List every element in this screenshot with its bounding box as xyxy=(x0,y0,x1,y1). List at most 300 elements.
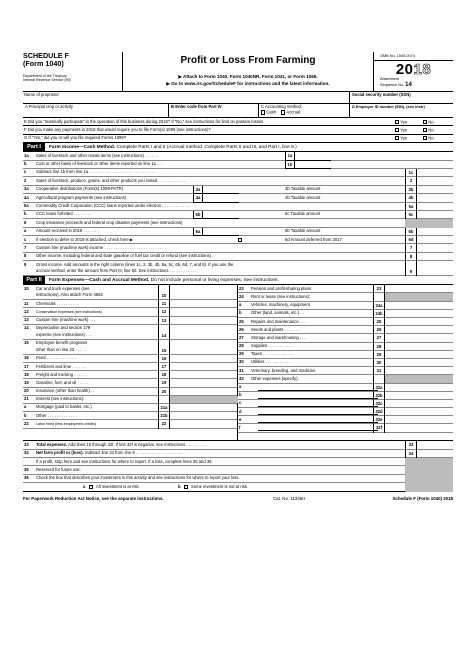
expense-line xyxy=(238,408,453,416)
expense-box-label: 25 xyxy=(373,318,385,326)
line-description: Amount received in 2018 . . . . . . . xyxy=(36,228,99,234)
line-description xyxy=(36,476,240,481)
defer-election-checkbox[interactable] xyxy=(238,238,242,242)
line-description: Gasoline, fuel, and oil . . . . . xyxy=(36,379,88,385)
expense-amount-field[interactable] xyxy=(385,343,453,350)
expense-amount-field[interactable] xyxy=(170,363,238,370)
shaded-amount xyxy=(405,466,453,474)
question-text: E Did you “materially participate” in the operation of this business during 2018? If “No,” see instructions for limit on passive losses xyxy=(24,118,264,124)
total-line xyxy=(23,450,453,458)
form-title-block xyxy=(123,52,373,92)
expense-box-label: 26 xyxy=(373,326,385,334)
expense-line xyxy=(23,340,237,355)
line-number: 30 xyxy=(239,359,244,365)
expense-line xyxy=(238,285,453,293)
department-line-2: Internal Revenue Service (99) xyxy=(23,78,71,83)
amount-field[interactable] xyxy=(417,261,453,276)
line-description-rest: Add lines 10 through 32f. If line 32f is negative, see instructions . . . . . . . . . xyxy=(67,441,207,447)
expense-amount-field[interactable] xyxy=(385,326,453,333)
expense-amount-field[interactable] xyxy=(385,408,453,415)
line-number: 12 xyxy=(24,308,29,314)
expense-amount-field[interactable] xyxy=(170,355,238,362)
not-at-risk-checkbox[interactable] xyxy=(184,485,188,489)
expense-line xyxy=(23,404,237,412)
form-id-block xyxy=(23,52,123,92)
amount-box-label: 3b xyxy=(405,186,417,194)
omb-block xyxy=(373,52,453,92)
line-description: If election to defer to 2019 is attached, check here ▶ xyxy=(36,236,134,242)
tax-year xyxy=(374,62,453,77)
expense-line xyxy=(238,392,453,400)
expense-box-label: 27 xyxy=(373,334,385,342)
question-row xyxy=(23,135,453,143)
question-row xyxy=(23,118,453,126)
expense-amount-field[interactable] xyxy=(385,359,453,366)
line-description: Mortgage (paid to banks, etc.) xyxy=(36,404,92,410)
line-number: a xyxy=(239,302,242,308)
line-number: 27 xyxy=(239,334,244,340)
sub-box-label: 5b xyxy=(193,211,203,219)
line-number: a xyxy=(24,404,27,410)
question-text: G If “Yes,” did you or will you file required Forms 1099? xyxy=(24,135,127,141)
line-36a-letter: a xyxy=(83,483,86,489)
yes-checkbox[interactable] xyxy=(395,120,399,124)
amount-box-label: 6d xyxy=(405,236,417,244)
paperwork-notice: For Paperwork Reduction Act Notice, see the separate instructions. xyxy=(23,495,164,501)
no-checkbox[interactable] xyxy=(423,120,427,124)
expense-line xyxy=(23,396,237,404)
totals-block xyxy=(23,441,453,483)
yes-option xyxy=(395,120,407,125)
line-description: Agricultural program payments (see instructions) . xyxy=(36,194,129,200)
line-number: 8 xyxy=(24,253,27,259)
part-2-header xyxy=(23,276,453,285)
expense-amount-field[interactable] xyxy=(170,317,238,324)
part-1-title-bold: Farm Income—Cash Method. xyxy=(49,145,116,151)
line-36-shade xyxy=(405,483,453,491)
sequence-value: 14 xyxy=(405,81,412,88)
line-number: a xyxy=(24,228,27,234)
tax-year-suffix: 18 xyxy=(413,61,432,79)
no-label: No xyxy=(428,135,434,141)
line-description-2: expense (see instructions) . . . xyxy=(36,331,92,337)
line-number: 16 xyxy=(24,355,29,361)
expense-amount-field[interactable] xyxy=(385,318,453,325)
expense-line xyxy=(23,371,237,379)
part-2-title-bold: Farm Expenses—Cash and Accrual Method. xyxy=(49,278,150,284)
line-description-rest: Subtract line 33 from line 9 . . . . . . . . . . . . . . . . . . . . . xyxy=(83,450,184,456)
line-number: d xyxy=(239,408,242,414)
expense-box-label: 24a xyxy=(373,302,385,310)
expense-box-label: 32d xyxy=(373,408,385,416)
expense-amount-field[interactable] xyxy=(170,340,238,354)
shaded-amount xyxy=(385,293,453,300)
accounting-options xyxy=(261,110,347,115)
amount-box-label: 7 xyxy=(405,244,417,252)
expense-box-label: 18 xyxy=(158,371,170,379)
line-description: Gross income. Add amounts in the right column (lines 1c, 2, 3b, 4b, 5a, 5c, 6b, 6d, 7, and 8). If you use the xyxy=(36,261,234,267)
question-text: F Did you make any payments in 2018 that would require you to file Form(s) 1099 (see instructions)? xyxy=(24,126,211,132)
part-1-header xyxy=(23,143,453,152)
sub-box-label: 6a xyxy=(193,228,203,236)
line-36b-letter: b xyxy=(178,483,181,489)
expense-box-label xyxy=(373,375,385,383)
line-description-bold: Net farm profit or (loss). xyxy=(36,450,84,456)
ssn-field[interactable] xyxy=(349,92,453,103)
expense-box-label: 21a xyxy=(158,404,170,412)
part-2-tag: Part II xyxy=(23,276,45,285)
taxable-amount-label: 6d Amount deferred from 2017 xyxy=(285,236,342,242)
line-description xyxy=(36,460,213,465)
department-line-1: Department of the Treasury xyxy=(23,73,67,78)
line-description-2: other than on line 23 . . . . . xyxy=(36,346,86,352)
shaded-amount xyxy=(385,375,453,382)
amount-field[interactable] xyxy=(417,194,453,202)
attachment-label: Attachment xyxy=(380,77,400,82)
line-number: 24 xyxy=(239,293,244,299)
expense-line xyxy=(238,416,453,424)
line-description: Labor hired (less employment credits) xyxy=(36,421,97,426)
line-description: Repairs and maintenance . . . xyxy=(251,318,306,324)
shaded-amount xyxy=(405,219,453,227)
line-number: 21 xyxy=(24,396,29,402)
expense-amount-field[interactable] xyxy=(385,416,453,423)
amount-field[interactable] xyxy=(417,236,453,244)
line-description: Veterinary, breeding, and medicine xyxy=(251,367,316,373)
principal-crop-field[interactable] xyxy=(23,104,168,117)
line-description: Other income, including federal and state gasoline or fuel tax credit or refund (see instructions) . xyxy=(36,253,214,259)
amount-field[interactable] xyxy=(417,186,453,194)
expense-line xyxy=(23,379,237,387)
expense-amount-field[interactable] xyxy=(385,334,453,341)
expense-line xyxy=(238,318,453,326)
line-description: Storage and warehousing . . . xyxy=(251,334,306,340)
income-line xyxy=(23,261,453,276)
line-description: Sales of livestock and other resale items (see instructions) . . . . . . xyxy=(36,152,158,158)
line-description: Supplies . . . . . . . . . . . xyxy=(251,343,293,349)
accounting-method-label: C Accounting method: xyxy=(261,103,302,109)
part-2-expenses xyxy=(23,285,453,441)
line-description: Employee benefit programs xyxy=(36,340,88,346)
expense-line xyxy=(23,388,237,396)
expense-line xyxy=(238,310,453,318)
specify-field[interactable] xyxy=(258,414,378,415)
cash-label: Cash xyxy=(266,109,276,115)
line-number: a xyxy=(239,384,242,389)
income-line xyxy=(23,194,453,202)
line-description: Depreciation and section 179 xyxy=(36,325,91,331)
line-number: 31 xyxy=(239,367,244,373)
expense-amount-field[interactable] xyxy=(385,285,453,292)
sub-amount-field[interactable] xyxy=(203,211,239,219)
schedule-f-form xyxy=(23,52,453,504)
line-description: Subtract line 1b from line 1a . . . . . . . . . . . . . . . . . . . . . . . . . . . . . xyxy=(36,169,156,175)
expenses-left-column xyxy=(23,285,241,441)
line-number: e xyxy=(239,416,242,422)
total-line xyxy=(23,466,453,474)
expense-box-label: 20 xyxy=(158,388,170,396)
line-number: 13 xyxy=(24,317,29,323)
yes-option xyxy=(395,136,407,141)
expense-line xyxy=(238,293,453,301)
expenses-right-column xyxy=(238,285,453,441)
part-2-title xyxy=(49,276,279,285)
expense-amount-field[interactable] xyxy=(385,351,453,358)
expense-amount-field[interactable] xyxy=(170,412,238,419)
expense-amount-field[interactable] xyxy=(170,371,238,378)
expense-amount-field[interactable] xyxy=(170,300,238,307)
specify-field[interactable] xyxy=(258,406,378,407)
line-number: f xyxy=(239,424,241,430)
line-description: Other . . . . . . . . . . . . . xyxy=(36,412,77,418)
cash-checkbox[interactable] xyxy=(261,110,265,114)
amount-field[interactable] xyxy=(417,177,453,185)
taxable-amount-label: 6b Taxable amount xyxy=(285,228,321,234)
yes-option xyxy=(395,128,407,133)
line-36-options xyxy=(23,483,453,491)
amount-field[interactable] xyxy=(417,211,453,219)
expense-amount-field[interactable] xyxy=(170,379,238,386)
line-description: Freight and trucking . . . . . . xyxy=(36,371,87,377)
form-title: Profit or Loss From Farming xyxy=(180,55,316,66)
expense-line xyxy=(238,326,453,334)
line-number: 36 xyxy=(24,475,29,481)
yes-checkbox[interactable] xyxy=(395,128,399,132)
amount-field[interactable] xyxy=(417,203,453,211)
line-description: Cost or other basis of livestock or other items reported on line 1a . . . xyxy=(36,161,163,167)
amount-box-label: 1c xyxy=(405,169,417,177)
expense-box-label: 31 xyxy=(373,367,385,375)
line-description: Interest (see instructions): xyxy=(36,396,85,402)
form-number: (Form 1040) xyxy=(23,58,64,68)
income-line xyxy=(23,177,453,185)
line-description: Crop insurance proceeds and federal crop disaster payments (see instructions) xyxy=(36,219,183,225)
expense-box-label xyxy=(373,293,385,301)
expense-line xyxy=(238,343,453,351)
expense-line xyxy=(238,359,453,367)
line-number: 20 xyxy=(24,388,29,394)
line-number: 25 xyxy=(239,318,244,324)
shaded-amount xyxy=(170,396,238,403)
expense-amount-field[interactable] xyxy=(385,384,453,391)
no-label: No xyxy=(428,119,434,125)
specify-field[interactable] xyxy=(258,390,378,391)
expense-box-label: 11 xyxy=(158,300,170,308)
expense-line xyxy=(238,351,453,359)
line-description: Chemicals . . . . . . . . . . xyxy=(36,300,79,306)
amount-field[interactable] xyxy=(417,253,453,261)
line-description: Vehicles, machinery, equipment xyxy=(251,302,310,308)
no-option xyxy=(423,136,434,141)
expense-line xyxy=(238,302,453,310)
expense-amount-field[interactable] xyxy=(170,308,238,315)
specify-field[interactable] xyxy=(258,398,378,399)
expense-line xyxy=(238,375,453,383)
amount-field[interactable] xyxy=(417,228,453,236)
amount-field[interactable] xyxy=(417,450,453,458)
expense-box-label: 17 xyxy=(158,363,170,371)
info-row xyxy=(23,104,453,118)
line-number: c xyxy=(24,236,27,242)
no-checkbox[interactable] xyxy=(423,128,427,132)
line-description: Pension and profit-sharing plans xyxy=(251,285,312,291)
yes-checkbox[interactable] xyxy=(395,136,399,140)
at-risk-label: All investment is at risk. xyxy=(96,483,140,489)
expense-line xyxy=(23,355,237,363)
sub-box-label: 3a xyxy=(193,186,203,194)
line-number: 3a xyxy=(24,186,29,192)
yes-label: Yes xyxy=(400,119,408,125)
amount-box-label: 6b xyxy=(405,228,417,236)
sequence-number xyxy=(374,82,453,89)
expense-amount-field[interactable] xyxy=(385,424,453,431)
line-number: 9 xyxy=(24,261,27,267)
line-number: 18 xyxy=(24,371,29,377)
mid-amount-field[interactable] xyxy=(295,161,331,169)
line-number: 11 xyxy=(24,300,29,306)
income-line xyxy=(23,253,453,261)
line-description-rest: If a profit, stop here and see instructions for where to report. If a loss, complete lines 35 and 36. xyxy=(36,458,213,464)
amount-box-label: 2 xyxy=(405,177,417,185)
taxable-amount-label: 3b Taxable amount xyxy=(285,186,321,192)
expense-line xyxy=(238,367,453,375)
expense-amount-field[interactable] xyxy=(170,388,238,395)
line-description xyxy=(36,443,206,448)
attach-instruction: ▶ Attach to Form 1040, Form 1040NR, Form 1041, or Form 1065. xyxy=(178,73,318,79)
principal-crop-label: A Principal crop or activity xyxy=(25,103,73,109)
line-description: Cooperative distributions (Form(s) 1099-PATR) . xyxy=(36,186,126,192)
amount-field[interactable] xyxy=(417,441,453,449)
line-number: 34 xyxy=(24,450,29,456)
question-row xyxy=(23,126,453,134)
yes-label: Yes xyxy=(400,127,408,133)
expense-box-label: 12 xyxy=(158,308,170,316)
line-number: 22 xyxy=(24,420,29,426)
line-number: 33 xyxy=(24,441,29,447)
specify-field[interactable] xyxy=(258,430,378,431)
expense-line xyxy=(23,325,237,340)
line-description-rest: Check the box that describes your investment in this activity and see instructions for where to report your loss. xyxy=(36,475,240,481)
expense-box-label: 28 xyxy=(373,343,385,351)
expense-box-label: 19 xyxy=(158,379,170,387)
proprietor-row xyxy=(23,92,453,104)
part-1-title-rest: Complete Parts I and II (Accrual method. Complete Parts II and III, and Part I, line 9.) xyxy=(115,145,297,151)
amount-field[interactable] xyxy=(417,244,453,252)
no-checkbox[interactable] xyxy=(423,136,427,140)
accrual-checkbox[interactable] xyxy=(281,110,285,114)
line-number: 5a xyxy=(24,203,29,209)
expense-amount-field[interactable] xyxy=(385,400,453,407)
catalog-number: Cat. No. 11346H xyxy=(273,495,306,501)
at-risk-checkbox[interactable] xyxy=(89,485,93,489)
sub-box-label: 4a xyxy=(193,194,203,202)
expense-amount-field[interactable] xyxy=(170,285,238,299)
expense-amount-field[interactable] xyxy=(385,302,453,309)
no-label: No xyxy=(428,127,434,133)
mid-amount-field[interactable] xyxy=(295,152,331,160)
expense-box-label: 24b xyxy=(373,310,385,318)
sub-amount-field[interactable] xyxy=(203,186,239,194)
line-description: Insurance (other than health) . . xyxy=(36,388,95,394)
amount-field[interactable] xyxy=(417,169,453,177)
line-number: 29 xyxy=(239,351,244,357)
line-description-2: accrual method, enter the amount from Part III, line 50. See instructions . . . . . . . . . . . . xyxy=(36,268,197,274)
sub-amount-field[interactable] xyxy=(203,194,239,202)
line-description: Fertilizers and lime . . . . . . xyxy=(36,363,86,369)
expense-box-label: 15 xyxy=(158,340,170,355)
line-number: 28 xyxy=(239,343,244,349)
specify-field[interactable] xyxy=(258,422,378,423)
expense-line xyxy=(23,420,237,428)
expense-line xyxy=(23,285,237,300)
line-description xyxy=(36,468,81,473)
amount-box-label: 9 xyxy=(405,261,417,276)
accounting-method xyxy=(258,104,349,117)
line-number: 4a xyxy=(24,194,29,200)
proprietor-name-field[interactable] xyxy=(23,92,349,103)
income-line xyxy=(23,186,453,194)
expense-box-label: 29 xyxy=(373,351,385,359)
expense-amount-field[interactable] xyxy=(385,392,453,399)
part-2-title-rest: Do not include personal or living expenses. See instructions. xyxy=(149,278,279,284)
ein-label: D Employer ID number (EIN), (see instr) xyxy=(352,103,425,109)
shaded-amount xyxy=(405,475,453,483)
line-description: Other expenses (specify): xyxy=(251,375,299,381)
expense-box-label: 32a xyxy=(373,384,385,392)
part-iv-code-label: B Enter code from Part IV xyxy=(171,103,222,109)
schedule-name: SCHEDULE F xyxy=(23,51,69,60)
line-number: 6 xyxy=(24,219,27,225)
expense-line xyxy=(23,300,237,308)
income-line xyxy=(23,161,453,169)
expense-box-label: 32e xyxy=(373,416,385,424)
expense-amount-field[interactable] xyxy=(170,325,238,339)
line-number: 23 xyxy=(239,285,244,291)
expense-amount-field[interactable] xyxy=(385,310,453,317)
total-line xyxy=(23,475,453,483)
ein-field[interactable] xyxy=(349,104,453,117)
line-number: b xyxy=(24,161,27,167)
expense-amount-field[interactable] xyxy=(170,404,238,411)
expense-box-label: 32c xyxy=(373,400,385,408)
omb-number: OMB No. 1545-0074 xyxy=(374,52,453,61)
line-number: b xyxy=(239,392,242,398)
line-number: b xyxy=(239,310,242,316)
mid-box-label: 1a xyxy=(285,152,295,160)
expense-amount-field[interactable] xyxy=(385,367,453,374)
line-number: 19 xyxy=(24,379,29,385)
no-option xyxy=(423,120,434,125)
expense-box-label: 23 xyxy=(373,285,385,293)
line-description: Utilities . . . . . . . . . . . xyxy=(251,359,291,365)
line-description: Sales of livestock, produce, grains, and other products you raised . . . . . . . . . . . . xyxy=(36,177,186,183)
line-description xyxy=(36,451,184,456)
line-description: Car and truck expenses (see xyxy=(36,285,90,291)
taxable-amount-label: 4b Taxable amount xyxy=(285,194,321,200)
expense-line xyxy=(23,363,237,371)
line-description: Feed . . . . . . . . . . . . . xyxy=(36,355,76,361)
line-description: Custom hire (machine work) . . . xyxy=(36,317,96,323)
expense-line xyxy=(238,334,453,342)
goto-instruction: ▶ Go to www.irs.gov/ScheduleF for instructions and the latest information. xyxy=(166,80,330,86)
line-description: Conservation expenses (see instructions) xyxy=(36,309,102,314)
sub-amount-field[interactable] xyxy=(203,228,239,236)
line-description: Seeds and plants . . . . . . . xyxy=(251,326,300,332)
line-number: c xyxy=(239,400,242,406)
yes-label: Yes xyxy=(400,135,408,141)
part-iv-code-field[interactable] xyxy=(168,104,258,117)
expense-amount-field[interactable] xyxy=(170,420,238,427)
